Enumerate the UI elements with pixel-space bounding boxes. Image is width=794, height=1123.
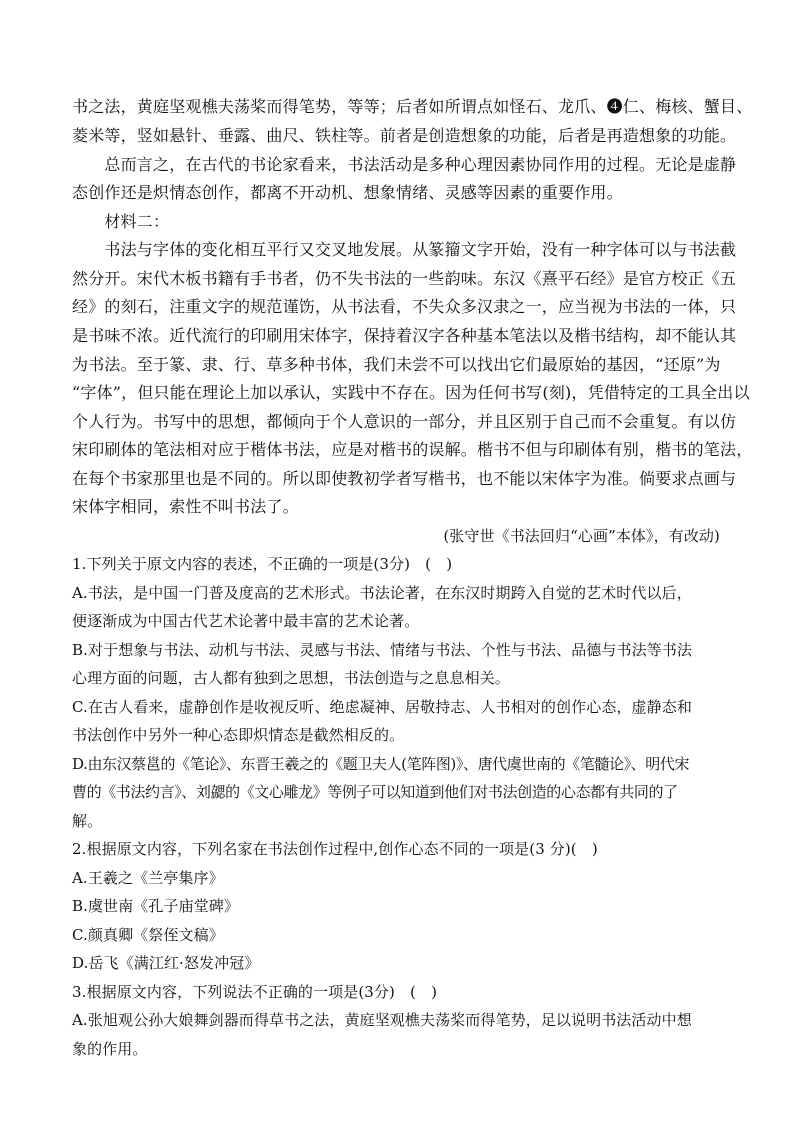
option-3a: A.张旭观公孙大娘舞剑器而得草书之法，黄庭坚观樵夫荡桨而得笔势，足以说明书法活动中想	[72, 1011, 692, 1029]
text-line: 宋印刷体的笔法相对应于楷体书法，应是对楷书的误解。楷书不但与印刷体有别，楷书的笔法，	[72, 440, 753, 459]
option-1d-cont: 解。	[72, 812, 103, 830]
text-line: 经》的刻石，注重文字的规范谨饬，从书法看，不失众多汉隶之一，应当视为书法的一体，只	[72, 297, 737, 316]
source-citation: (张守世《书法回归“心画”本体》，有改动)	[443, 527, 720, 545]
option-1a: A.书法，是中国一门普及度高的艺术形式。书法论著，在东汉时期跨入自觉的艺术时代以后，	[72, 584, 692, 602]
text-line: 个人行为。书写中的思想，都倾向于个人意识的一部分，并且区别于自己而不会重复。有以仿	[72, 412, 737, 431]
question-3: 3.根据原文内容，下列说法不正确的一项是(3分) ( )	[72, 983, 438, 1001]
text-line: 总而言之，在古代的书论家看来，书法活动是多种心理因素协同作用的过程。无论是虚静	[72, 155, 737, 174]
option-2c: C.颜真卿《祭侄文稿》	[72, 926, 224, 944]
option-1c-cont: 书法创作中另外一种心态即炽情态是截然相反的。	[72, 726, 405, 744]
option-1d: D.由东汉蔡邕的《笔论》、东晋王羲之的《题卫夫人(笔阵图)》、唐代虞世南的《笔髓论》、明代宋	[72, 755, 690, 773]
option-2d: D.岳飞《满江红·怒发冲冠》	[72, 954, 260, 972]
question-1: 1.下列关于原文内容的表述，不正确的一项是(3分) ( )	[72, 555, 453, 573]
option-1c: C.在古人看来，虚静创作是收视反听、绝虑凝神、居敬持志、人书相对的创作心态，虚静态和	[72, 698, 692, 716]
text-line: 是书味不浓。近代流行的印刷用宋体字，保持着汉字各种基本笔法以及楷书结构，却不能认其	[72, 326, 737, 345]
text-line: “字体”，但只能在理论上加以承认，实践中不存在。因为任何书写(刻)，凭借特定的工具全出以	[72, 383, 750, 402]
question-2: 2.根据原文内容，下列名家在书法创作过程中,创作心态不同的一项是(3 分)( )	[72, 840, 598, 858]
option-1b: B.对于想象与书法、动机与书法、灵感与书法、情绪与书法、个性与书法、品德与书法等书法	[72, 641, 692, 659]
text-line: 态创作还是炽情态创作，都离不开动机、想象情绪、灵感等因素的重要作用。	[72, 183, 623, 202]
text-line: 在每个书家那里也是不同的。所以即使教初学者写楷书，也不能以宋体字为准。倘要求点画与	[72, 469, 737, 488]
text-line: 然分开。宋代木板书籍有手书者，仍不失书法的一些韵味。东汉《熹平石经》是官方校正《五	[72, 269, 737, 288]
option-2b: B.虞世南《孔子庙堂碑》	[72, 897, 239, 915]
option-1a-cont: 便逐渐成为中国古代艺术论著中最丰富的艺术论著。	[72, 612, 420, 630]
option-2a: A.王羲之《兰亭集序》	[72, 869, 224, 887]
option-1d-cont: 曹的《书法约言》、刘勰的《文心雕龙》等例子可以知道到他们对书法创造的心态都有共同的了	[72, 783, 678, 801]
text-line: 菱米等，竖如悬针、垂露、曲尺、铁柱等。前者是创造想象的功能，后者是再造想象的功能。	[72, 126, 737, 145]
text-line: 为书法。至于篆、隶、行、草多种书体，我们未尝不可以找出它们最原始的基因，“还原”为	[72, 355, 721, 374]
text-line: 书法与字体的变化相互平行又交叉地发展。从篆籀文字开始，没有一种字体可以与书法截	[72, 240, 737, 259]
section-heading: 材料二：	[72, 212, 170, 231]
option-1b-cont: 心理方面的问题，古人都有独到之思想，书法创造与之息息相关。	[72, 669, 510, 687]
text-line: 宋体字相同，索性不叫书法了。	[72, 497, 299, 516]
option-3a-cont: 象的作用。	[72, 1040, 148, 1058]
text-line: 书之法，黄庭坚观樵夫荡桨而得笔势，等等；后者如所谓点如怪石、龙爪、❹仁、梅核、蟹目、	[72, 97, 753, 116]
